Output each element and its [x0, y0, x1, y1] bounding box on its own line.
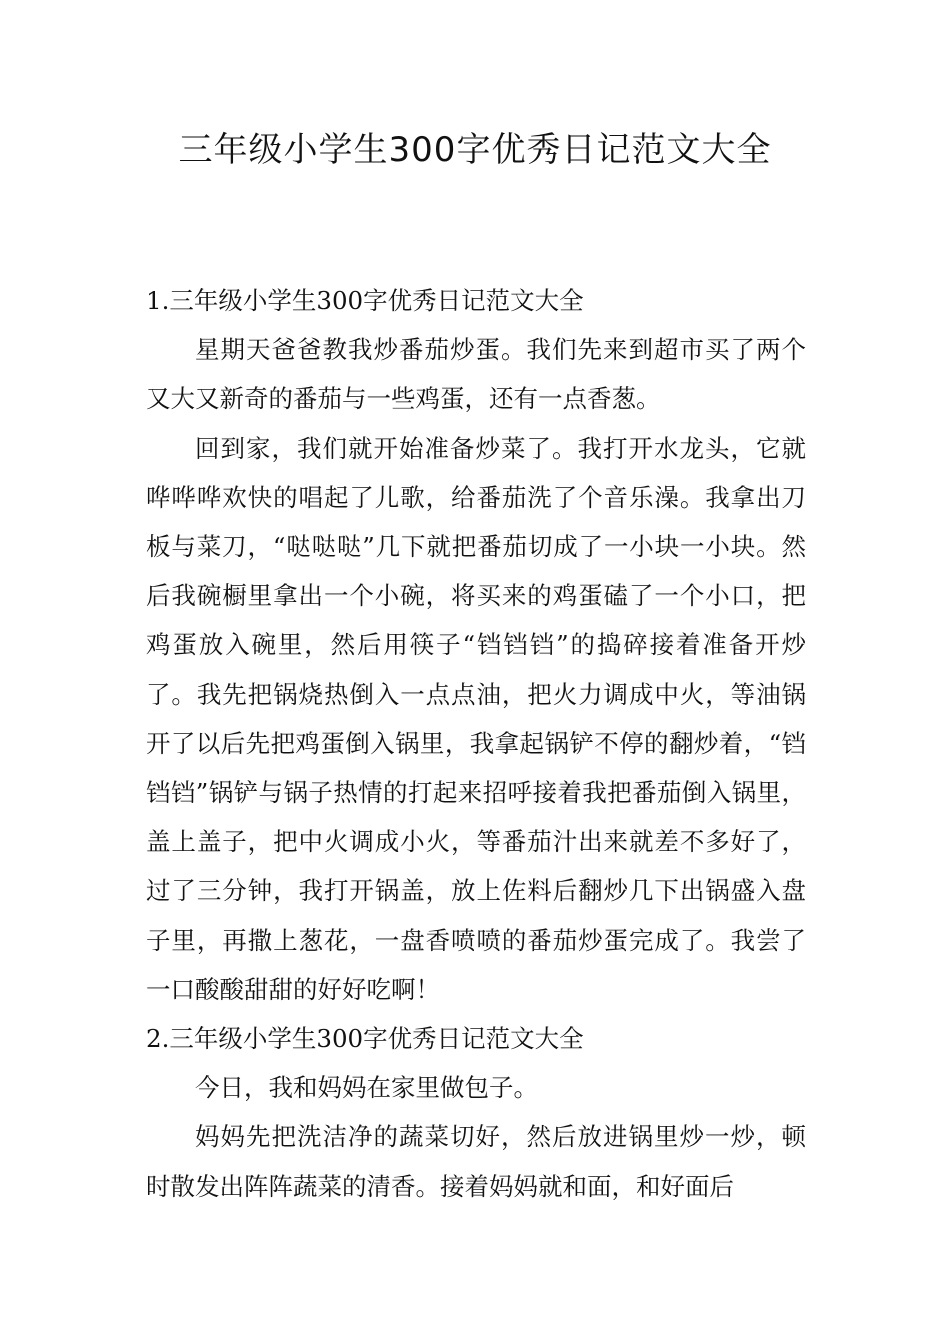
document-body — [146, 276, 806, 1211]
document-title: 三年级小学生300字优秀日记范文大全 — [178, 130, 772, 170]
section-heading: 2.三年级小学生300字优秀日记范文大全 — [146, 1024, 584, 1054]
paragraph: 妈妈先把洗洁净的蔬菜切好，然后放进锅里炒一炒，顿时散发出阵阵蔬菜的清香。接着妈妈就和面，和好面后 — [146, 1122, 806, 1201]
paragraph: 星期天爸爸教我炒番茄炒蛋。我们先来到超市买了两个又大又新奇的番茄与一些鸡蛋，还有一点香葱。 — [146, 335, 806, 414]
paragraph: 今日，我和妈妈在家里做包子。 — [195, 1073, 538, 1103]
section-heading: 1.三年级小学生300字优秀日记范文大全 — [146, 286, 584, 315]
paragraph: 回到家，我们就开始准备炒菜了。我打开水龙头，它就哗哗哗欢快的唱起了儿歌，给番茄洗了个音乐澡。我拿出刀板与菜刀，“哒哒哒”几下就把番茄切成了一小块一小块。然后我碗橱里拿出一个小碗，将买来的鸡蛋磕了一个小口，把鸡蛋放入碗里，然后用筷子“铛铛铛”的捣碎接着准备开炒了。我先把锅烧热倒入一点点油，把火力调成中火，等油锅开了以后先把鸡蛋倒入锅里，我拿起锅铲不停的翻炒着，“铛铛铛”锅铲与锅子热情的打起来招呼接着我把番茄倒入锅里，盖上盖子，把中火调成小火，等番茄汁出来就差不多好了，过了三分钟，我打开锅盖，放上佐料后翻炒几下出锅盛入盘子里，再撒上葱花，一盘香喷喷的番茄炒蛋完成了。我尝了一口酸酸甜甜的好好吃啊！ — [146, 433, 806, 1004]
